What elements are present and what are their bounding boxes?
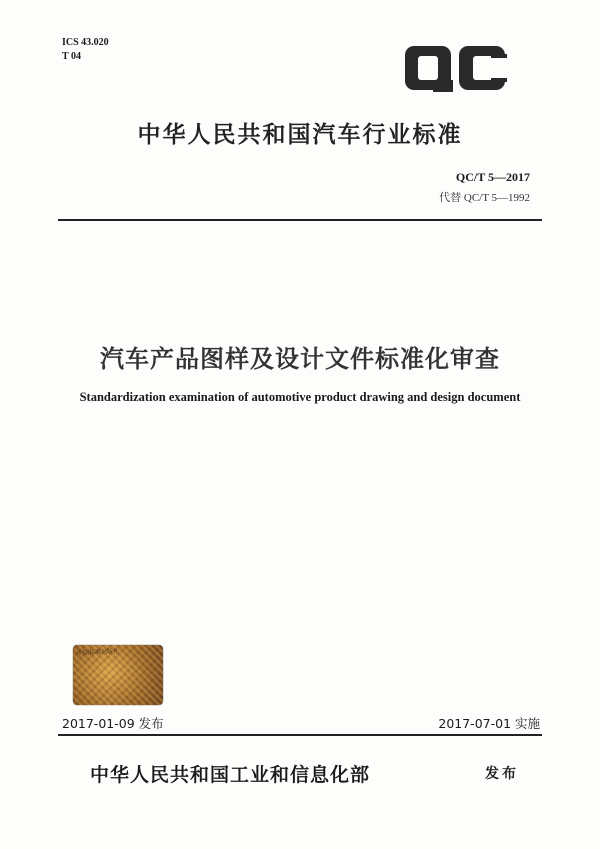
title-chinese: 汽车产品图样及设计文件标准化审查 [100, 345, 500, 373]
implement-date: 2017-07-01 实施 [438, 716, 540, 731]
issuer-name: 中华人民共和国工业和信息化部 [90, 765, 371, 786]
issue-label: 发布 [485, 767, 519, 782]
standard-code: QC/T 5—2017 [455, 170, 530, 184]
ics-number: ICS 43.020 [62, 37, 109, 48]
qc-logo [403, 44, 507, 94]
publish-date: 2017-01-09 发布 [62, 716, 164, 731]
anti-counterfeit-seal [73, 645, 163, 705]
title-english: Standardization examination of automotive product drawing and design document [79, 390, 521, 404]
header-rule [58, 219, 542, 221]
footer-rule [58, 734, 542, 736]
org-title: 中华人民共和国汽车行业标准 [137, 122, 463, 147]
classification-code: T 04 [62, 51, 81, 62]
replaced-standard: 代替 QC/T 5—1992 [439, 192, 530, 204]
seal-text: 中国标准出版社 [76, 647, 120, 658]
ics-block [62, 36, 109, 64]
